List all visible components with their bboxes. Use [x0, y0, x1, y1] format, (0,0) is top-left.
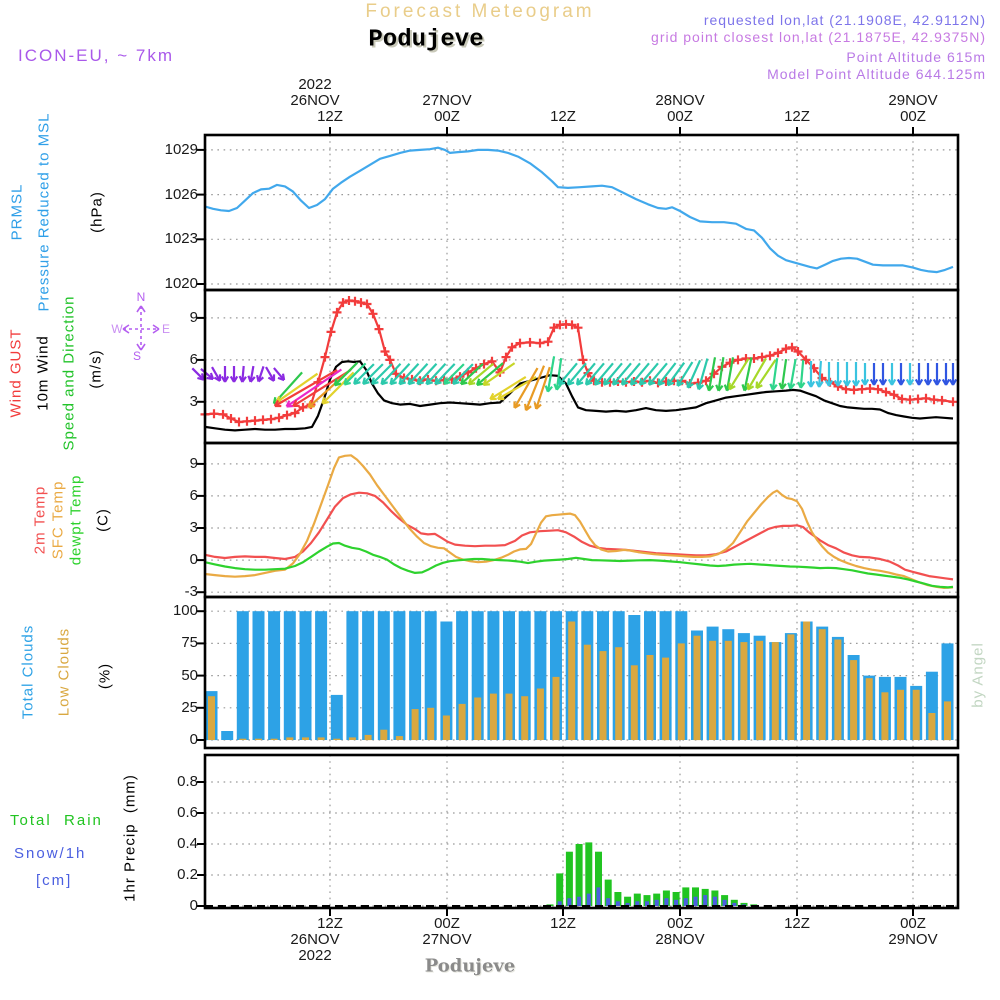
low-clouds-label: Low Clouds	[55, 627, 73, 717]
wind-unit: (m/s)	[87, 349, 105, 389]
precip-ytick-label: 0.6	[177, 803, 198, 821]
pressure-unit: (hPa)	[88, 191, 106, 233]
bottom-axis-hour: 00Z	[667, 915, 693, 932]
top-axis-date: 29NOV	[888, 92, 938, 109]
precip-ytick-label: 0.8	[177, 772, 198, 790]
clouds-unit: (%)	[96, 662, 114, 690]
bottom-axis-date: 28NOV	[655, 931, 705, 948]
temp-dewpt-label: dewpt Temp	[67, 474, 85, 566]
page-title: Forecast Meteogram	[365, 1, 595, 22]
compass-north: N	[136, 290, 146, 304]
grid-point-coords: grid point closest lon,lat (21.1875E, 42.9375N)	[651, 29, 986, 45]
precip-ytick-label: 0.4	[177, 834, 198, 852]
temperature-ytick-label: 9	[189, 454, 198, 472]
footer-station: Podujeve	[424, 955, 516, 977]
snow-label: Snow/1h	[14, 845, 87, 862]
bottom-axis-hour: 00Z	[434, 915, 460, 932]
pressure-ytick-label: 1029	[164, 140, 198, 158]
bottom-axis-hour: 12Z	[317, 915, 343, 932]
compass-east: E	[161, 322, 171, 336]
clouds-ytick-label: 25	[181, 698, 198, 716]
wind-ytick-label: 6	[189, 350, 198, 368]
clouds-ytick-label: 0	[189, 731, 198, 748]
wind-dir-label: Speed and Direction	[60, 295, 78, 451]
clouds-ytick-label: 100	[172, 602, 198, 620]
top-axis-hour: 00Z	[667, 108, 693, 125]
wind-ytick-label: 3	[189, 392, 198, 410]
top-axis-date: 27NOV	[422, 92, 472, 109]
compass-west: W	[111, 322, 123, 336]
top-axis-hour: 12Z	[550, 108, 576, 125]
temp-unit: (C)	[94, 508, 112, 532]
top-axis-hour: 12Z	[784, 108, 810, 125]
bottom-axis-year: 2022	[298, 947, 332, 964]
watermark: by Angel	[969, 642, 987, 708]
precip-ytick-label: 0	[189, 896, 198, 914]
model-label: ICON-EU, ~ 7km	[18, 46, 174, 65]
pressure-label-prmsl: PRMSL	[8, 183, 26, 241]
top-axis-hour: 00Z	[434, 108, 460, 125]
pressure-ytick-label: 1023	[164, 230, 198, 248]
precip-ytick-label: 0.2	[177, 865, 198, 883]
top-axis-hour: 12Z	[317, 108, 343, 125]
point-altitude: Point Altitude 615m	[846, 49, 986, 65]
compass-south: S	[132, 349, 142, 363]
station-title: Podujeve	[368, 26, 484, 54]
rain-label: Total Rain	[10, 812, 103, 829]
bottom-axis-date: 26NOV	[290, 931, 340, 948]
temp-sfc-label: SFC Temp	[49, 480, 67, 560]
bottom-axis-hour: 12Z	[550, 915, 576, 932]
precip-axis-label: 1hr Precip (mm)	[121, 774, 139, 902]
pressure-ytick-label: 1026	[164, 185, 198, 203]
temperature-ytick-label: 0	[189, 551, 198, 569]
top-axis-date: 26NOV	[290, 92, 340, 109]
total-clouds-label: Total Clouds	[19, 624, 37, 720]
clouds-ytick-label: 50	[181, 666, 198, 684]
bottom-axis-hour: 12Z	[784, 915, 810, 932]
bottom-axis-date: 27NOV	[422, 931, 472, 948]
wind-ytick-label: 9	[189, 308, 198, 326]
snow-unit-label: [cm]	[36, 872, 73, 889]
model-point-altitude: Model Point Altitude 644.125m	[767, 66, 986, 82]
bottom-axis-hour: 00Z	[900, 915, 926, 932]
pressure-ytick-label: 1020	[164, 275, 198, 293]
temperature-ytick-label: -3	[184, 583, 198, 601]
clouds-ytick-label: 75	[181, 634, 198, 652]
temperature-ytick-label: 3	[189, 519, 198, 537]
top-axis-year: 2022	[298, 76, 332, 93]
top-axis-hour: 00Z	[900, 108, 926, 125]
temperature-ytick-label: 6	[189, 486, 198, 504]
requested-coords: requested lon,lat (21.1908E, 42.9112N)	[703, 12, 986, 28]
bottom-axis-date: 29NOV	[888, 931, 938, 948]
temp-2m-label: 2m Temp	[31, 485, 49, 555]
wind-gust-label: Wind GUST	[7, 328, 25, 418]
pressure-label-long: Pressure Reduced to MSL	[35, 112, 53, 312]
wind-10m-label: 10m Wind	[34, 335, 52, 411]
top-axis-date: 28NOV	[655, 92, 705, 109]
